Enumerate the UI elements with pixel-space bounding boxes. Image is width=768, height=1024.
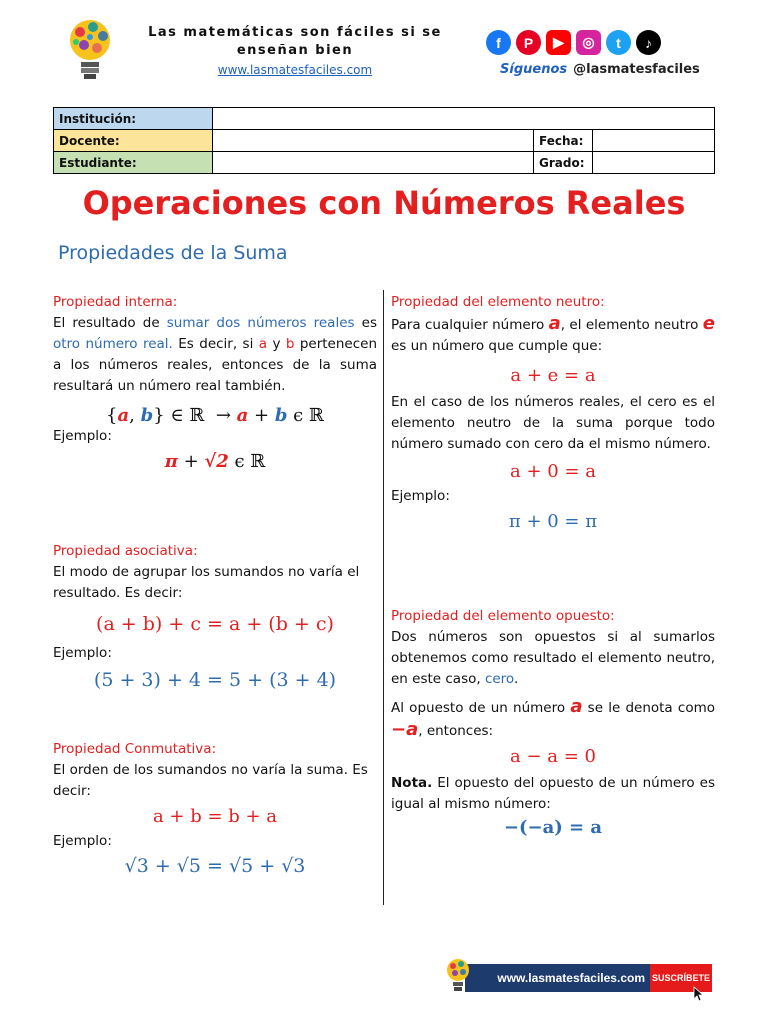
opuesto-text: Dos números son opuestos si al sumarlos obtenemos como resultado el elemento neutro, en este caso, cero. xyxy=(391,629,715,687)
section-subtitle: Propiedades de la Suma xyxy=(58,242,288,264)
fecha-field[interactable] xyxy=(593,130,715,152)
asociativa-heading: Propiedad asociativa: xyxy=(53,543,198,559)
follow-label: Síguenos xyxy=(500,62,568,77)
conmutativa-example-formula: √3 + √5 = √5 + √3 xyxy=(124,855,306,877)
neutro-example-formula: π + 0 = π xyxy=(508,511,598,532)
interna-formula: {a, b} ∈ ℝ → a + b ϵ ℝ xyxy=(106,405,324,426)
column-divider xyxy=(383,290,384,905)
subscribe-button[interactable]: SUSCRÍBETE xyxy=(650,964,712,992)
interna-heading: Propiedad interna: xyxy=(53,294,178,310)
asociativa-example-formula: (5 + 3) + 4 = 5 + (3 + 4) xyxy=(93,669,337,691)
cursor-icon xyxy=(693,986,705,1002)
propiedad-asociativa xyxy=(53,541,377,691)
neutro-formula2: a + 0 = a xyxy=(510,461,596,482)
neutro-text2: En el caso de los números reales, el cero es el elemento neutro de la suma porque todo número sumado con cero da el mismo número. xyxy=(391,394,715,452)
propiedad-conmutativa xyxy=(53,739,377,877)
estudiante-field[interactable] xyxy=(213,152,534,174)
twitter-icon[interactable]: t xyxy=(606,30,631,55)
interna-ejemplo-label: Ejemplo: xyxy=(53,428,112,444)
interna-example-formula: π + √2 ϵ ℝ xyxy=(164,451,266,472)
pinterest-icon[interactable]: P xyxy=(516,30,541,55)
opuesto-nota: Nota. El opuesto del opuesto de un número es igual al mismo número: xyxy=(391,775,715,812)
conmutativa-text: El orden de los sumandos no varía la suma. Es decir: xyxy=(53,762,368,799)
docente-field[interactable] xyxy=(213,130,534,152)
estudiante-label: Estudiante: xyxy=(54,152,213,174)
footer-banner[interactable] xyxy=(445,958,711,998)
asociativa-ejemplo-label: Ejemplo: xyxy=(53,645,112,661)
follow-line xyxy=(500,62,700,77)
propiedad-neutro xyxy=(391,292,715,532)
opuesto-notation: Al opuesto de un número a se le denota como −a, entonces: xyxy=(391,696,715,740)
opuesto-heading: Propiedad del elemento opuesto: xyxy=(391,608,615,624)
instagram-icon[interactable]: ◎ xyxy=(576,30,601,55)
neutro-heading: Propiedad del elemento neutro: xyxy=(391,294,605,310)
neutro-text: Para cualquier número a, el elemento neutro e es un número que cumple que: xyxy=(391,313,715,354)
interna-text: El resultado de sumar dos números reales es otro número real. Es decir, si a y b pertenecen a los números reales, entonces de la suma resultará un número real también. xyxy=(53,315,378,394)
header-title: Las matemáticas son fáciles si se enseñan bien xyxy=(148,25,442,58)
grado-field[interactable] xyxy=(593,152,715,174)
lightbulb-logo xyxy=(66,18,114,84)
lightbulb-logo-small xyxy=(445,958,471,994)
tiktok-icon[interactable]: ♪ xyxy=(636,30,661,55)
docente-label: Docente: xyxy=(54,130,213,152)
social-handle: @lasmatesfaciles xyxy=(573,62,700,77)
conmutativa-heading: Propiedad Conmutativa: xyxy=(53,741,217,757)
asociativa-formula: (a + b) + c = a + (b + c) xyxy=(96,613,334,635)
social-icons xyxy=(486,30,661,55)
neutro-formula: a + e = a xyxy=(510,365,596,386)
institucion-label: Institución: xyxy=(54,108,213,130)
student-info-table xyxy=(53,107,715,174)
opuesto-nota-formula: −(−a) = a xyxy=(503,817,603,838)
propiedad-opuesto xyxy=(391,606,715,838)
neutro-ejemplo-label: Ejemplo: xyxy=(391,488,450,504)
youtube-icon[interactable]: ▶ xyxy=(546,30,571,55)
conmutativa-formula: a + b = b + a xyxy=(152,806,278,827)
propiedad-interna xyxy=(53,292,377,472)
footer-site-link[interactable]: www.lasmatesfaciles.com xyxy=(465,964,655,992)
conmutativa-ejemplo-label: Ejemplo: xyxy=(53,833,112,849)
asociativa-text: El modo de agrupar los sumandos no varía el resultado. Es decir: xyxy=(53,564,360,601)
institucion-field[interactable] xyxy=(213,108,715,130)
grado-label: Grado: xyxy=(534,152,593,174)
facebook-icon[interactable]: f xyxy=(486,30,511,55)
page-title: Operaciones con Números Reales xyxy=(82,184,686,222)
opuesto-formula: a − a = 0 xyxy=(510,746,596,767)
fecha-label: Fecha: xyxy=(534,130,593,152)
header-url-link[interactable]: www.lasmatesfaciles.com xyxy=(217,63,373,77)
